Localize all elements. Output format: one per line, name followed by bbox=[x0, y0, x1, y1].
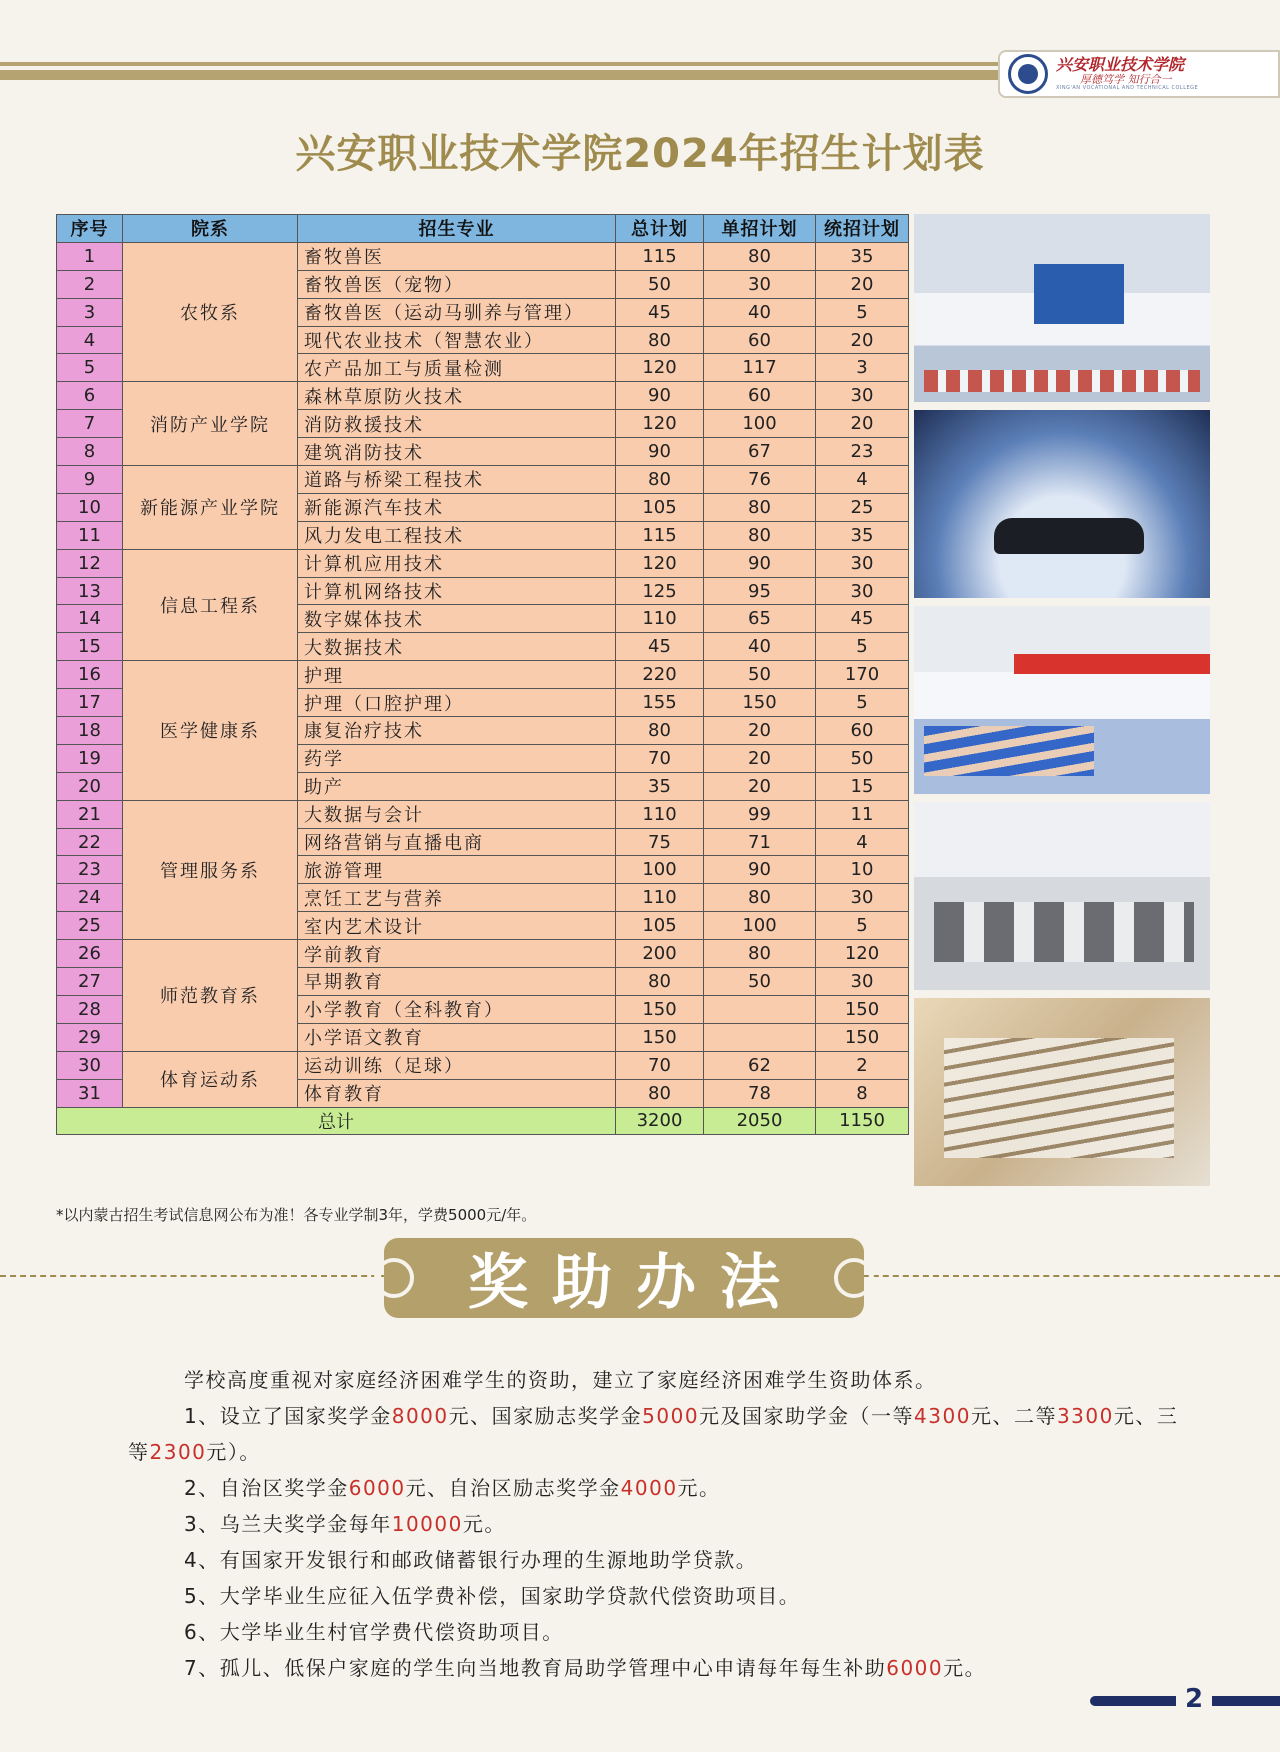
unified-plan-cell: 4 bbox=[816, 828, 909, 856]
unified-plan-cell: 120 bbox=[816, 940, 909, 968]
major-cell: 畜牧兽医（运动马驯养与管理） bbox=[298, 298, 616, 326]
total-plan-cell: 45 bbox=[616, 298, 704, 326]
major-cell: 室内艺术设计 bbox=[298, 912, 616, 940]
campus-photos bbox=[914, 214, 1210, 1194]
aid-item bbox=[128, 1542, 1188, 1578]
major-cell: 数字媒体技术 bbox=[298, 605, 616, 633]
aid-text: 元、二等 bbox=[970, 1404, 1057, 1428]
aid-text: 3、乌兰夫奖学金每年 bbox=[184, 1512, 392, 1536]
aid-text: 6、大学毕业生村官学费代偿资助项目。 bbox=[184, 1620, 564, 1644]
table-row bbox=[57, 1051, 909, 1079]
department-cell: 师范教育系 bbox=[123, 940, 298, 1052]
single-plan-cell: 30 bbox=[704, 270, 816, 298]
single-plan-cell: 62 bbox=[704, 1051, 816, 1079]
decor-curl-right-icon bbox=[834, 1258, 874, 1298]
total-plan-cell: 115 bbox=[616, 521, 704, 549]
total-plan-cell: 90 bbox=[616, 382, 704, 410]
single-plan-cell: 20 bbox=[704, 772, 816, 800]
header-major: 招生专业 bbox=[298, 215, 616, 243]
aid-text: 元、国家励志奖学金 bbox=[448, 1404, 643, 1428]
aid-text: 元。 bbox=[677, 1476, 721, 1500]
single-plan-cell: 50 bbox=[704, 661, 816, 689]
table-header-row bbox=[57, 215, 909, 243]
unified-plan-cell: 50 bbox=[816, 744, 909, 772]
header-department: 院系 bbox=[123, 215, 298, 243]
major-cell: 护理 bbox=[298, 661, 616, 689]
unified-plan-cell: 23 bbox=[816, 438, 909, 466]
aid-item bbox=[128, 1650, 1188, 1686]
single-plan-cell: 78 bbox=[704, 1079, 816, 1107]
single-plan-cell: 117 bbox=[704, 354, 816, 382]
aid-amount: 5000 bbox=[642, 1404, 700, 1428]
total-plan-cell: 80 bbox=[616, 717, 704, 745]
unified-plan-cell: 30 bbox=[816, 968, 909, 996]
aid-text: 元及国家助学金（一等 bbox=[699, 1404, 915, 1428]
college-logo bbox=[998, 50, 1280, 98]
single-sum: 2050 bbox=[704, 1107, 816, 1135]
row-index: 9 bbox=[57, 466, 123, 494]
aid-list bbox=[128, 1362, 1188, 1686]
major-cell: 大数据与会计 bbox=[298, 800, 616, 828]
unified-plan-cell: 35 bbox=[816, 521, 909, 549]
unified-plan-cell: 5 bbox=[816, 912, 909, 940]
unified-plan-cell: 150 bbox=[816, 995, 909, 1023]
unified-plan-cell: 60 bbox=[816, 717, 909, 745]
aid-item bbox=[128, 1614, 1188, 1650]
row-index: 2 bbox=[57, 270, 123, 298]
major-cell: 小学语文教育 bbox=[298, 1023, 616, 1051]
single-plan-cell bbox=[704, 1023, 816, 1051]
total-plan-cell: 110 bbox=[616, 884, 704, 912]
enrollment-plan-table bbox=[56, 214, 909, 1135]
header-single-plan: 单招计划 bbox=[704, 215, 816, 243]
total-plan-cell: 80 bbox=[616, 968, 704, 996]
major-cell: 药学 bbox=[298, 744, 616, 772]
row-index: 4 bbox=[57, 326, 123, 354]
total-plan-cell: 105 bbox=[616, 912, 704, 940]
row-index: 27 bbox=[57, 968, 123, 996]
single-plan-cell: 50 bbox=[704, 968, 816, 996]
single-plan-cell: 40 bbox=[704, 298, 816, 326]
page-footer bbox=[0, 1686, 1280, 1712]
campus-photo-atrium bbox=[914, 998, 1210, 1186]
unified-plan-cell: 30 bbox=[816, 577, 909, 605]
major-cell: 计算机应用技术 bbox=[298, 549, 616, 577]
header-index: 序号 bbox=[57, 215, 123, 243]
department-cell: 体育运动系 bbox=[123, 1051, 298, 1107]
page-title: 兴安职业技术学院2024年招生计划表 bbox=[295, 131, 985, 177]
single-plan-cell: 60 bbox=[704, 382, 816, 410]
header-unified-plan: 统招计划 bbox=[816, 215, 909, 243]
single-plan-cell: 80 bbox=[704, 242, 816, 270]
single-plan-cell: 71 bbox=[704, 828, 816, 856]
aid-amount: 2300 bbox=[149, 1440, 207, 1464]
unified-plan-cell: 4 bbox=[816, 466, 909, 494]
total-plan-cell: 120 bbox=[616, 549, 704, 577]
logo-english: XING'AN VOCATIONAL AND TECHNICAL COLLEGE bbox=[1056, 85, 1199, 92]
major-cell: 消防救援技术 bbox=[298, 410, 616, 438]
major-cell: 康复治疗技术 bbox=[298, 717, 616, 745]
aid-amount: 6000 bbox=[886, 1656, 944, 1680]
unified-plan-cell: 3 bbox=[816, 354, 909, 382]
row-index: 6 bbox=[57, 382, 123, 410]
aid-title-text: 奖助办法 bbox=[468, 1248, 804, 1318]
total-plan-cell: 35 bbox=[616, 772, 704, 800]
header-total-plan: 总计划 bbox=[616, 215, 704, 243]
aid-amount: 4300 bbox=[914, 1404, 971, 1428]
unified-plan-cell: 150 bbox=[816, 1023, 909, 1051]
major-cell: 大数据技术 bbox=[298, 633, 616, 661]
major-cell: 畜牧兽医 bbox=[298, 242, 616, 270]
aid-intro: 学校高度重视对家庭经济困难学生的资助，建立了家庭经济困难学生资助体系。 bbox=[184, 1368, 937, 1392]
department-cell: 消防产业学院 bbox=[123, 382, 298, 466]
row-index: 19 bbox=[57, 744, 123, 772]
department-cell: 农牧系 bbox=[123, 242, 298, 381]
unified-plan-cell: 5 bbox=[816, 633, 909, 661]
major-cell: 新能源汽车技术 bbox=[298, 493, 616, 521]
row-index: 31 bbox=[57, 1079, 123, 1107]
logo-name: 兴安职业技术学院 bbox=[1056, 55, 1185, 75]
table-row bbox=[57, 242, 909, 270]
total-label: 总计 bbox=[57, 1107, 616, 1135]
total-plan-cell: 70 bbox=[616, 744, 704, 772]
unified-plan-cell: 11 bbox=[816, 800, 909, 828]
total-plan-cell: 200 bbox=[616, 940, 704, 968]
single-plan-cell: 100 bbox=[704, 912, 816, 940]
row-index: 17 bbox=[57, 689, 123, 717]
total-plan-cell: 125 bbox=[616, 577, 704, 605]
major-cell: 护理（口腔护理） bbox=[298, 689, 616, 717]
single-plan-cell bbox=[704, 995, 816, 1023]
total-plan-cell: 155 bbox=[616, 689, 704, 717]
unified-plan-cell: 35 bbox=[816, 242, 909, 270]
row-index: 25 bbox=[57, 912, 123, 940]
header-stripe bbox=[0, 62, 1000, 80]
total-plan-cell: 75 bbox=[616, 828, 704, 856]
unified-plan-cell: 20 bbox=[816, 270, 909, 298]
table-note: *以内蒙古招生考试信息网公布为准！各专业学制3年，学费5000元/年。 bbox=[56, 1206, 537, 1224]
row-index: 1 bbox=[57, 242, 123, 270]
single-plan-cell: 20 bbox=[704, 717, 816, 745]
aid-item bbox=[128, 1398, 1188, 1470]
row-index: 18 bbox=[57, 717, 123, 745]
total-plan-cell: 150 bbox=[616, 1023, 704, 1051]
decor-curl-left-icon bbox=[374, 1258, 414, 1298]
total-plan-cell: 90 bbox=[616, 438, 704, 466]
unified-plan-cell: 20 bbox=[816, 326, 909, 354]
table-row bbox=[57, 940, 909, 968]
aid-text: 元。 bbox=[943, 1656, 987, 1680]
major-cell: 助产 bbox=[298, 772, 616, 800]
aid-text: 5、大学毕业生应征入伍学费补偿，国家助学贷款代偿资助项目。 bbox=[184, 1584, 801, 1608]
major-cell: 烹饪工艺与营养 bbox=[298, 884, 616, 912]
unified-plan-cell: 30 bbox=[816, 382, 909, 410]
table-row bbox=[57, 800, 909, 828]
total-plan-cell: 80 bbox=[616, 326, 704, 354]
row-index: 23 bbox=[57, 856, 123, 884]
aid-amount: 4000 bbox=[620, 1476, 678, 1500]
unified-plan-cell: 2 bbox=[816, 1051, 909, 1079]
total-plan-cell: 120 bbox=[616, 354, 704, 382]
row-index: 16 bbox=[57, 661, 123, 689]
aid-text: 元、自治区励志奖学金 bbox=[405, 1476, 621, 1500]
total-plan-cell: 100 bbox=[616, 856, 704, 884]
footer-bar-right bbox=[1212, 1696, 1280, 1706]
single-plan-cell: 80 bbox=[704, 884, 816, 912]
row-index: 22 bbox=[57, 828, 123, 856]
total-plan-cell: 50 bbox=[616, 270, 704, 298]
single-plan-cell: 80 bbox=[704, 493, 816, 521]
aid-text: 元）。 bbox=[206, 1440, 261, 1464]
major-cell: 现代农业技术（智慧农业） bbox=[298, 326, 616, 354]
row-index: 7 bbox=[57, 410, 123, 438]
major-cell: 学前教育 bbox=[298, 940, 616, 968]
table-row bbox=[57, 661, 909, 689]
major-cell: 早期教育 bbox=[298, 968, 616, 996]
major-cell: 旅游管理 bbox=[298, 856, 616, 884]
row-index: 26 bbox=[57, 940, 123, 968]
total-plan-cell: 70 bbox=[616, 1051, 704, 1079]
unified-plan-cell: 5 bbox=[816, 298, 909, 326]
unified-plan-cell: 30 bbox=[816, 884, 909, 912]
total-plan-cell: 110 bbox=[616, 605, 704, 633]
unified-plan-cell: 20 bbox=[816, 410, 909, 438]
table-row bbox=[57, 466, 909, 494]
unified-plan-cell: 45 bbox=[816, 605, 909, 633]
row-index: 13 bbox=[57, 577, 123, 605]
major-cell: 网络营销与直播电商 bbox=[298, 828, 616, 856]
single-plan-cell: 80 bbox=[704, 940, 816, 968]
unified-sum: 1150 bbox=[816, 1107, 909, 1135]
total-sum: 3200 bbox=[616, 1107, 704, 1135]
aid-text: 元。 bbox=[462, 1512, 506, 1536]
row-index: 20 bbox=[57, 772, 123, 800]
single-plan-cell: 150 bbox=[704, 689, 816, 717]
table-body bbox=[57, 242, 909, 1135]
aid-amount: 3300 bbox=[1056, 1404, 1114, 1428]
total-plan-cell: 150 bbox=[616, 995, 704, 1023]
total-plan-cell: 105 bbox=[616, 493, 704, 521]
aid-text: 1、设立了国家奖学金 bbox=[184, 1404, 392, 1428]
department-cell: 管理服务系 bbox=[123, 800, 298, 939]
unified-plan-cell: 170 bbox=[816, 661, 909, 689]
aid-text: 4、有国家开发银行和邮政储蓄银行办理的生源地助学贷款。 bbox=[184, 1548, 758, 1572]
aid-text: 7、孤儿、低保户家庭的学生向当地教育局助学管理中心申请每年每生补助 bbox=[184, 1656, 887, 1680]
unified-plan-cell: 30 bbox=[816, 549, 909, 577]
row-index: 14 bbox=[57, 605, 123, 633]
single-plan-cell: 20 bbox=[704, 744, 816, 772]
major-cell: 体育教育 bbox=[298, 1079, 616, 1107]
unified-plan-cell: 25 bbox=[816, 493, 909, 521]
aid-text: 2、自治区奖学金 bbox=[184, 1476, 349, 1500]
single-plan-cell: 100 bbox=[704, 410, 816, 438]
row-index: 29 bbox=[57, 1023, 123, 1051]
row-index: 3 bbox=[57, 298, 123, 326]
campus-photo-medical-lab bbox=[914, 606, 1210, 794]
single-plan-cell: 80 bbox=[704, 521, 816, 549]
row-index: 5 bbox=[57, 354, 123, 382]
unified-plan-cell: 8 bbox=[816, 1079, 909, 1107]
aid-amount: 8000 bbox=[391, 1404, 449, 1428]
campus-photo-training-hall bbox=[914, 214, 1210, 402]
major-cell: 道路与桥梁工程技术 bbox=[298, 466, 616, 494]
row-index: 8 bbox=[57, 438, 123, 466]
single-plan-cell: 40 bbox=[704, 633, 816, 661]
total-plan-cell: 110 bbox=[616, 800, 704, 828]
total-plan-cell: 115 bbox=[616, 242, 704, 270]
unified-plan-cell: 5 bbox=[816, 689, 909, 717]
unified-plan-cell: 10 bbox=[816, 856, 909, 884]
major-cell: 运动训练（足球） bbox=[298, 1051, 616, 1079]
row-index: 12 bbox=[57, 549, 123, 577]
single-plan-cell: 65 bbox=[704, 605, 816, 633]
total-plan-cell: 120 bbox=[616, 410, 704, 438]
row-index: 15 bbox=[57, 633, 123, 661]
major-cell: 农产品加工与质量检测 bbox=[298, 354, 616, 382]
table-row bbox=[57, 382, 909, 410]
single-plan-cell: 90 bbox=[704, 549, 816, 577]
table-row bbox=[57, 549, 909, 577]
unified-plan-cell: 15 bbox=[816, 772, 909, 800]
single-plan-cell: 99 bbox=[704, 800, 816, 828]
department-cell: 信息工程系 bbox=[123, 549, 298, 661]
college-seal-icon bbox=[1008, 54, 1048, 94]
single-plan-cell: 60 bbox=[704, 326, 816, 354]
aid-item bbox=[128, 1578, 1188, 1614]
campus-photo-auto-lab bbox=[914, 410, 1210, 598]
logo-motto: 厚德笃学 知行合一 bbox=[1080, 73, 1172, 86]
aid-amount: 6000 bbox=[348, 1476, 406, 1500]
total-plan-cell: 45 bbox=[616, 633, 704, 661]
row-index: 30 bbox=[57, 1051, 123, 1079]
major-cell: 小学教育（全科教育） bbox=[298, 995, 616, 1023]
campus-photo-pet-grooming-lab bbox=[914, 802, 1210, 990]
total-plan-cell: 80 bbox=[616, 466, 704, 494]
department-cell: 医学健康系 bbox=[123, 661, 298, 800]
single-plan-cell: 67 bbox=[704, 438, 816, 466]
major-cell: 森林草原防火技术 bbox=[298, 382, 616, 410]
total-row bbox=[57, 1107, 909, 1135]
row-index: 10 bbox=[57, 493, 123, 521]
total-plan-cell: 220 bbox=[616, 661, 704, 689]
single-plan-cell: 90 bbox=[704, 856, 816, 884]
aid-section-title bbox=[384, 1238, 864, 1318]
major-cell: 畜牧兽医（宠物） bbox=[298, 270, 616, 298]
row-index: 11 bbox=[57, 521, 123, 549]
aid-item bbox=[128, 1506, 1188, 1542]
aid-item bbox=[128, 1470, 1188, 1506]
page-number: 2 bbox=[1184, 1684, 1204, 1714]
major-cell: 计算机网络技术 bbox=[298, 577, 616, 605]
single-plan-cell: 95 bbox=[704, 577, 816, 605]
total-plan-cell: 80 bbox=[616, 1079, 704, 1107]
aid-amount: 10000 bbox=[391, 1512, 463, 1536]
footer-bar-left bbox=[1090, 1696, 1176, 1706]
row-index: 28 bbox=[57, 995, 123, 1023]
major-cell: 建筑消防技术 bbox=[298, 438, 616, 466]
department-cell: 新能源产业学院 bbox=[123, 466, 298, 550]
row-index: 21 bbox=[57, 800, 123, 828]
row-index: 24 bbox=[57, 884, 123, 912]
single-plan-cell: 76 bbox=[704, 466, 816, 494]
major-cell: 风力发电工程技术 bbox=[298, 521, 616, 549]
aid-text: 元、三等 bbox=[128, 1404, 1179, 1464]
